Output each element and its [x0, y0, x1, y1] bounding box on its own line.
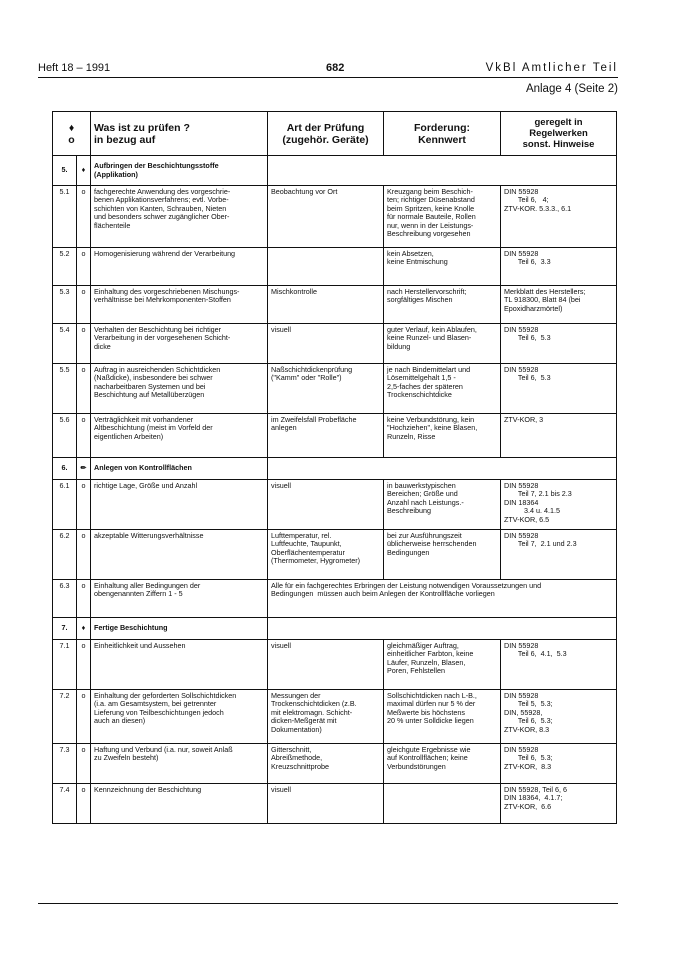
table-row	[53, 186, 617, 248]
page-number: 682	[326, 62, 345, 74]
table-row	[53, 364, 617, 414]
row-test	[268, 248, 384, 286]
section-row	[53, 618, 617, 640]
row-reference: DIN 55928, Teil 6, 6 DIN 18364, 4.1.7; ZTV-KOR, 6.6	[501, 784, 617, 824]
row-reference: DIN 55928 Teil 6, 4.1, 5.3	[501, 640, 617, 690]
row-span-note: Alle für ein fachgerechtes Erbringen der Leistung notwendigen Voraussetzungen und Bedingungen müssen auch beim Anlegen der Kontrollfläche vorliegen	[268, 580, 617, 618]
table-row	[53, 324, 617, 364]
row-number: 5.4	[53, 324, 77, 364]
header-requirement	[384, 112, 501, 156]
row-number: 5.3	[53, 286, 77, 324]
row-requirement	[384, 784, 501, 824]
row-test: Messungen der Trockenschichtdicken (z.B. mit elektromagn. Schicht- dicken-Meßgerät mit Dokumentation)	[268, 690, 384, 744]
table-row	[53, 530, 617, 580]
row-reference: DIN 55928 Teil 6, 5.3	[501, 324, 617, 364]
row-reference: DIN 55928 Teil 7, 2.1 und 2.3	[501, 530, 617, 580]
header-reference-line1: geregelt in Regelwerken	[529, 117, 588, 139]
anlage-label: Anlage 4 (Seite 2)	[525, 83, 618, 95]
table-row	[53, 744, 617, 784]
table-body	[53, 156, 617, 824]
header-what	[91, 112, 268, 156]
row-number: 6.3	[53, 580, 77, 618]
row-test: visuell	[268, 324, 384, 364]
row-requirement: gleichgute Ergebnisse wie auf Kontrollflächen; keine Verbundstörungen	[384, 744, 501, 784]
row-requirement: keine Verbundstörung, kein "Hochziehen", keine Blasen, Runzeln, Risse	[384, 414, 501, 458]
row-what: Einhaltung aller Bedingungen der obengenannten Ziffern 1 - 5	[91, 580, 268, 618]
row-number: 7.3	[53, 744, 77, 784]
header-requirement-line1: Forderung:	[414, 121, 471, 134]
table-row	[53, 248, 617, 286]
header-right: VkBl Amtlicher Teil	[485, 62, 618, 74]
row-number: 5.1	[53, 186, 77, 248]
row-mark-icon: o	[77, 580, 91, 618]
row-mark-icon: o	[77, 530, 91, 580]
section-empty-cell	[268, 156, 617, 186]
header-requirement-line2: Kennwert	[418, 133, 466, 146]
row-mark-icon: o	[77, 324, 91, 364]
row-reference: ZTV-KOR, 3	[501, 414, 617, 458]
row-test: visuell	[268, 784, 384, 824]
row-what: Haftung und Verbund (i.a. nur, soweit Anlaß zu Zweifeln besteht)	[91, 744, 268, 784]
header-what-line1: Was ist zu prüfen ?	[94, 121, 190, 134]
row-what: Einhaltung der geforderten Sollschichtdicken (i.a. am Gesamtsystem, bei getrennter Lieferung von Teilbeschichtungen jedoch auch an diesen)	[91, 690, 268, 744]
row-what: Einhaltung des vorgeschriebenen Mischungs- verhältnisse bei Mehrkomponenten-Stoffen	[91, 286, 268, 324]
row-mark-icon: o	[77, 640, 91, 690]
row-requirement: Sollschichtdicken nach L-B., maximal dürfen nur 5 % der Meßwerte bis höchstens 20 % unter Solldicke liegen	[384, 690, 501, 744]
table-row	[53, 784, 617, 824]
row-what: Verhalten der Beschichtung bei richtiger Verarbeitung in der vorgesehenen Schicht- dicke	[91, 324, 268, 364]
row-number: 5.2	[53, 248, 77, 286]
section-number: 6.	[53, 458, 77, 480]
row-number: 7.1	[53, 640, 77, 690]
section-title: Anlegen von Kontrollflächen	[91, 458, 268, 480]
row-what: fachgerechte Anwendung des vorgeschrie- benen Applikationsverfahrens; evtl. Vorbe- schichten von Kanten, Schrauben, Nieten und besonders schwer zugänglicher Ober- flächenteile	[91, 186, 268, 248]
header-what-line2: in bezug auf	[94, 133, 156, 146]
row-reference: Merkblatt des Herstellers; TL 918300, Blatt 84 (bei Epoxidharzmörtel)	[501, 286, 617, 324]
row-what: akzeptable Witterungsverhältnisse	[91, 530, 268, 580]
row-requirement: je nach Bindemittelart und Lösemittelgehalt 1,5 - 2,5-faches der späteren Trockenschichtdicke	[384, 364, 501, 414]
section-row	[53, 458, 617, 480]
section-mark-icon: ♦	[77, 618, 91, 640]
row-mark-icon: o	[77, 364, 91, 414]
row-reference: DIN 55928 Teil 6, 3.3	[501, 248, 617, 286]
table-row	[53, 414, 617, 458]
header-test-line1: Art der Prüfung	[286, 121, 365, 134]
row-mark-icon: o	[77, 784, 91, 824]
row-test: visuell	[268, 480, 384, 530]
section-empty-cell	[268, 618, 617, 640]
row-mark-icon: o	[77, 744, 91, 784]
inspection-table	[52, 111, 617, 824]
row-test: Mischkontrolle	[268, 286, 384, 324]
section-title: Fertige Beschichtung	[91, 618, 268, 640]
row-mark-icon: o	[77, 248, 91, 286]
row-what: Auftrag in ausreichenden Schichtdicken (Naßdicke), insbesondere bei schwer nacharbeitbaren Systemen und bei Beschichtung auf Metallüberzügen	[91, 364, 268, 414]
header-reference	[501, 112, 617, 156]
row-test: Gitterschnitt, Abreißmethode, Kreuzschnittprobe	[268, 744, 384, 784]
row-test: im Zweifelsfall Probefläche anlegen	[268, 414, 384, 458]
row-what: Verträglichkeit mit vorhandener Altbeschichtung (meist im Vorfeld der eigentlichen Arbeiten)	[91, 414, 268, 458]
header-left: Heft 18 – 1991	[38, 62, 111, 74]
table-row	[53, 580, 617, 618]
row-reference: DIN 55928 Teil 6, 5.3	[501, 364, 617, 414]
row-requirement: bei zur Ausführungszeit üblicherweise herrschenden Bedingungen	[384, 530, 501, 580]
row-requirement: guter Verlauf, kein Ablaufen, keine Runzel- und Blasen- bildung	[384, 324, 501, 364]
row-requirement: Kreuzgang beim Beschich- ten; richtiger Düsenabstand beim Spritzen, keine Knolle für normale Bauteile, Rollen nur, wenn in der Leistungs- Beschreibung vorgesehen	[384, 186, 501, 248]
table-row	[53, 640, 617, 690]
row-what: Homogenisierung während der Verarbeitung	[91, 248, 268, 286]
section-empty-cell	[268, 458, 617, 480]
section-title: Aufbringen der Beschichtungsstoffe (Applikation)	[91, 156, 268, 186]
row-number: 6.2	[53, 530, 77, 580]
row-reference: DIN 55928 Teil 6, 5.3; ZTV-KOR, 8.3	[501, 744, 617, 784]
header-mark-cell	[53, 112, 91, 156]
row-test: Lufttemperatur, rel. Luftfeuchte, Taupunkt, Oberflächentemperatur (Thermometer, Hygrometer)	[268, 530, 384, 580]
row-test: Naßschichtdickenprüfung ("Kamm" oder "Rolle")	[268, 364, 384, 414]
table-row	[53, 480, 617, 530]
row-mark-icon: o	[77, 286, 91, 324]
row-requirement: kein Absetzen, keine Entmischung	[384, 248, 501, 286]
row-number: 7.4	[53, 784, 77, 824]
row-requirement: nach Herstellervorschrift; sorgfältiges Mischen	[384, 286, 501, 324]
header-reference-line2: sonst. Hinweise	[522, 139, 595, 150]
mark-diamond-icon: ♦	[68, 121, 75, 134]
section-number: 5.	[53, 156, 77, 186]
mark-circle-icon: o	[68, 133, 75, 146]
row-reference: DIN 55928 Teil 6, 4; ZTV-KOR. 5.3.3., 6.1	[501, 186, 617, 248]
row-number: 5.6	[53, 414, 77, 458]
row-reference: DIN 55928 Teil 7, 2.1 bis 2.3 DIN 18364 3.4 u. 4.1.5 ZTV-KOR, 6.5	[501, 480, 617, 530]
section-number: 7.	[53, 618, 77, 640]
table-header-row	[53, 112, 617, 156]
section-mark-icon: ✏	[77, 458, 91, 480]
row-number: 5.5	[53, 364, 77, 414]
row-number: 7.2	[53, 690, 77, 744]
row-requirement: in bauwerkstypischen Bereichen; Größe und Anzahl nach Leistungs.- Beschreibung	[384, 480, 501, 530]
row-test: Beobachtung vor Ort	[268, 186, 384, 248]
row-mark-icon: o	[77, 186, 91, 248]
row-what: Einheitlichkeit und Aussehen	[91, 640, 268, 690]
header-rule	[38, 77, 618, 78]
row-mark-icon: o	[77, 480, 91, 530]
header-test-line2: (zugehör. Geräte)	[282, 133, 369, 146]
table-row	[53, 690, 617, 744]
footer-rule	[38, 903, 618, 904]
row-mark-icon: o	[77, 690, 91, 744]
row-requirement: gleichmäßiger Auftrag, einheitlicher Farbton, keine Läufer, Runzeln, Blasen, Poren, Fehlstellen	[384, 640, 501, 690]
row-mark-icon: o	[77, 414, 91, 458]
table-row	[53, 286, 617, 324]
row-what: Kennzeichnung der Beschichtung	[91, 784, 268, 824]
row-reference: DIN 55928 Teil 5, 5.3; DIN, 55928, Teil 6, 5.3; ZTV-KOR, 8.3	[501, 690, 617, 744]
section-mark-icon: ♦	[77, 156, 91, 186]
row-test: visuell	[268, 640, 384, 690]
row-what: richtige Lage, Größe und Anzahl	[91, 480, 268, 530]
header-test	[268, 112, 384, 156]
section-row	[53, 156, 617, 186]
row-number: 6.1	[53, 480, 77, 530]
